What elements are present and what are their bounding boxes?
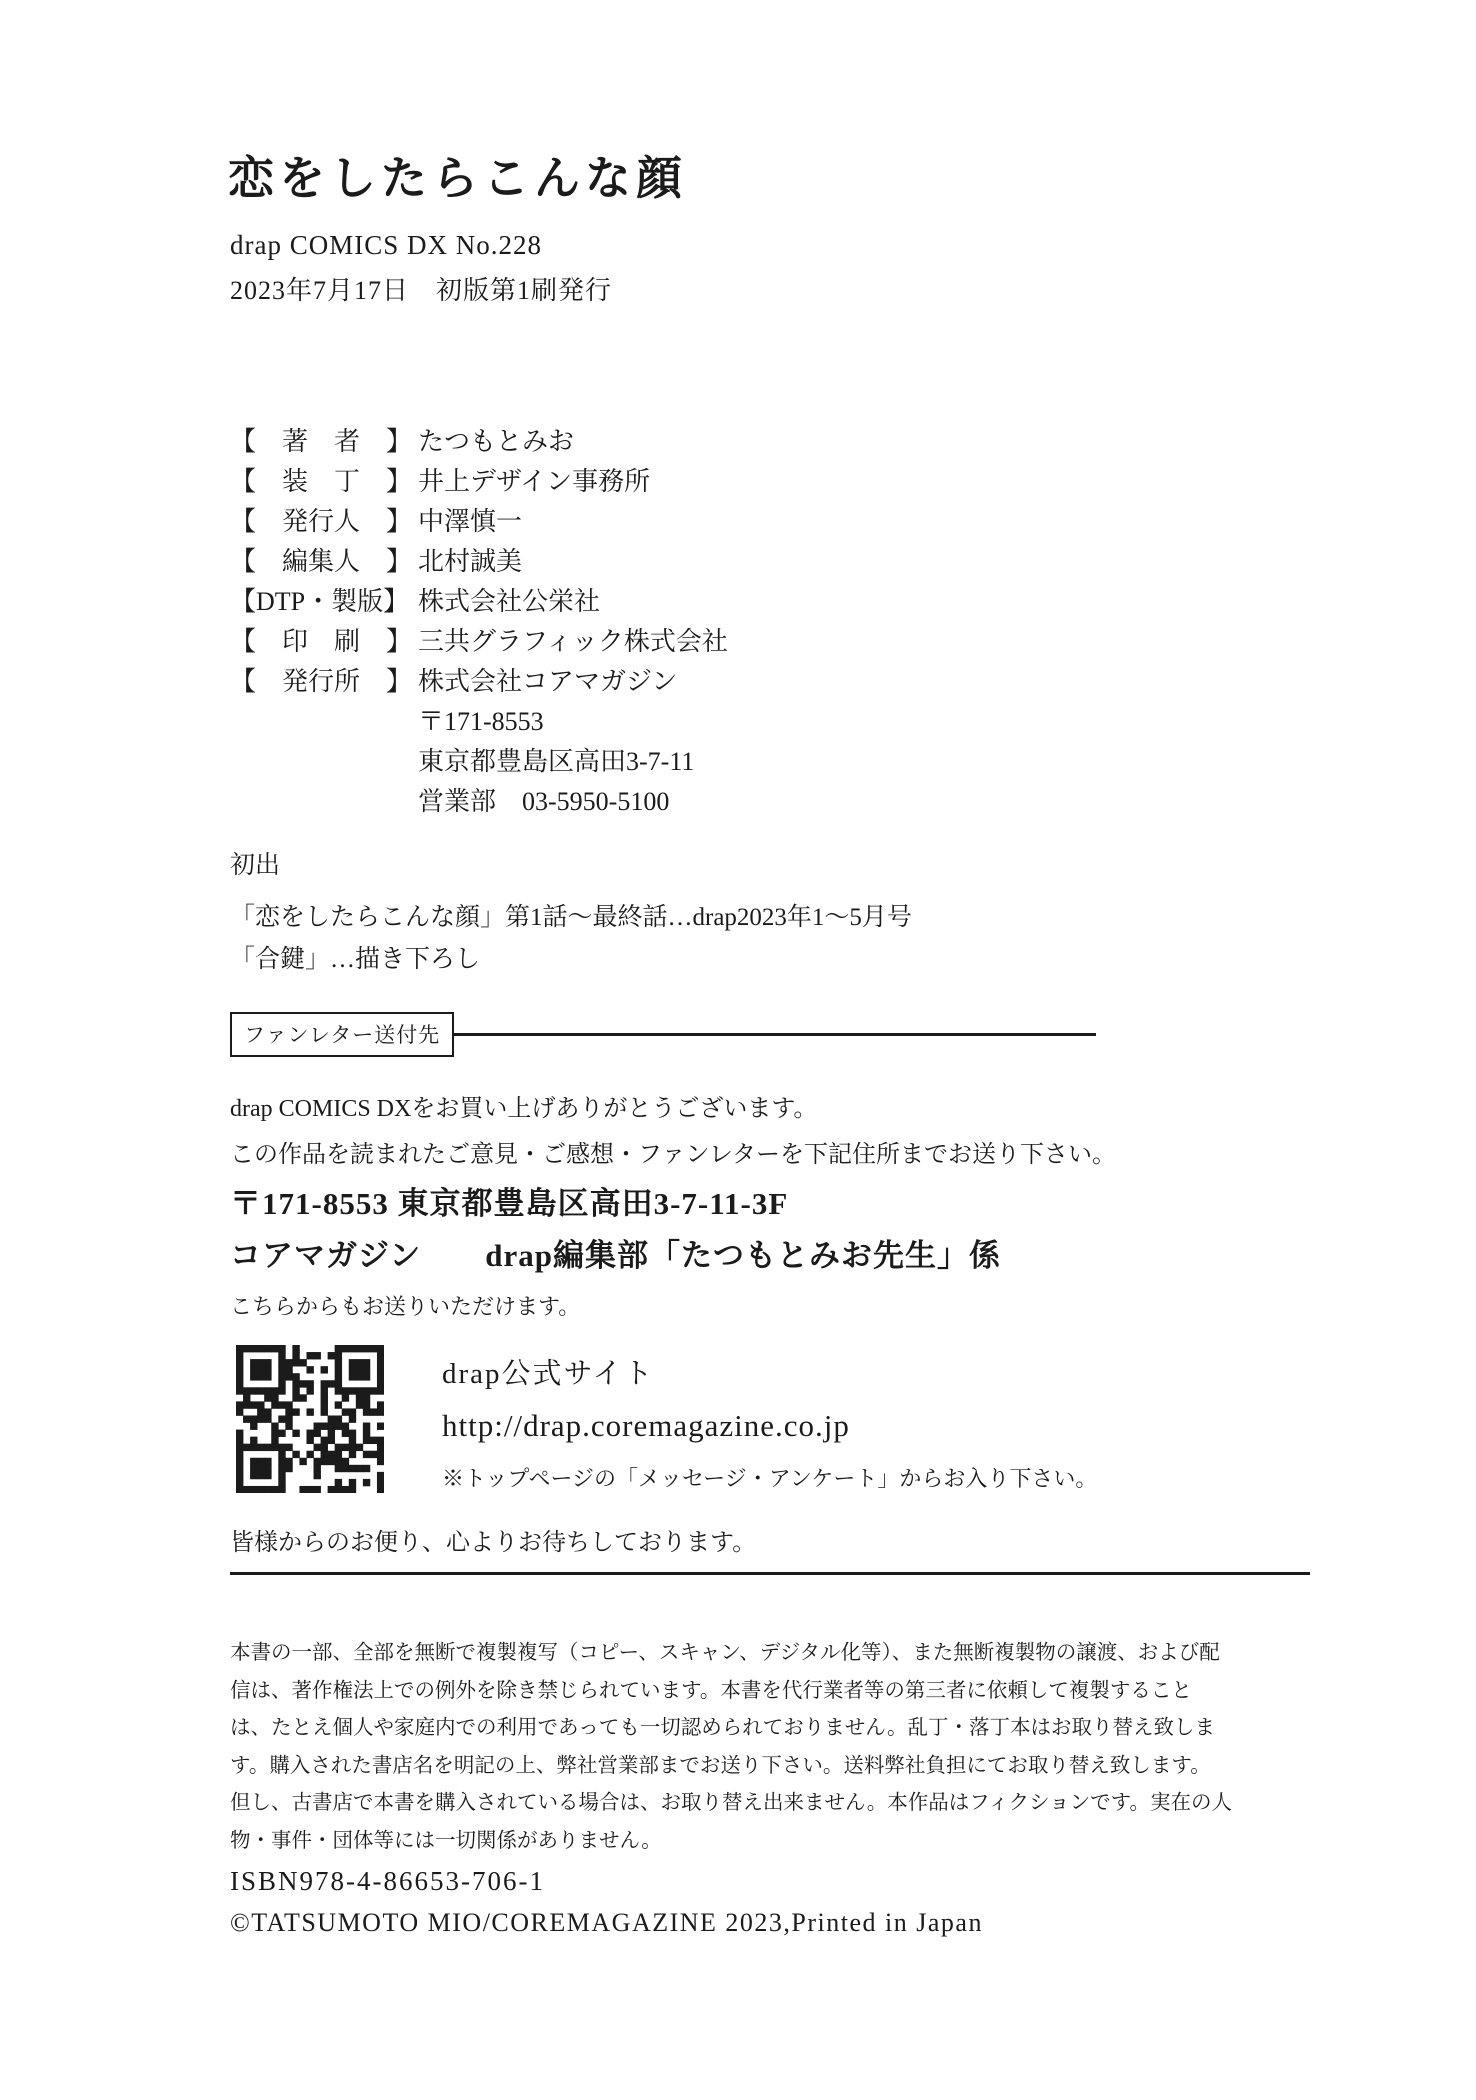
qr-text-block — [442, 1345, 1097, 1493]
credit-value: 中澤慎一 — [418, 507, 523, 536]
publisher-address — [418, 702, 728, 822]
publisher-street-address: 東京都豊島区高田3-7-11 — [418, 747, 695, 776]
credit-row-publisher-person — [230, 502, 728, 542]
credit-row-printing — [230, 622, 728, 662]
section-divider-rule — [230, 1572, 1310, 1575]
fan-letter-request-line: この作品を読まれたご意見・ご感想・ファンレターを下記住所までお送り下さい。 — [230, 1142, 1116, 1168]
fan-letter-address-line2: コアマガジン drap編集部「たつもとみお先生」係 — [230, 1238, 1001, 1273]
credit-row-publishing-house — [230, 662, 728, 702]
credit-value: 北村誠美 — [418, 547, 523, 576]
fan-letter-online-note: こちらからもお送りいただけます。 — [230, 1294, 581, 1319]
credits-block — [230, 422, 728, 822]
fan-letter-closing: 皆様からのお便り、心よりお待ちしております。 — [230, 1530, 757, 1556]
isbn: ISBN978-4-86653-706-1 — [230, 1866, 545, 1896]
first-publication-block — [230, 845, 912, 981]
qr-code — [236, 1345, 384, 1493]
copyright: ©TATSUMOTO MIO/COREMAGAZINE 2023,Printed in Japan — [230, 1908, 983, 1937]
legal-line: 但し、古書店で本書を購入されている場合は、お取り替え出来ません。本作品はフィクションです。実在の人 — [230, 1791, 1233, 1814]
credit-label: 【 印 刷 】 — [230, 627, 413, 656]
first-publication-line: 「合鍵」…描き下ろし — [230, 946, 481, 973]
credit-label: 【 発行人 】 — [230, 507, 413, 536]
first-publication-line: 「恋をしたらこんな顔」第1話〜最終話…drap2023年1〜5月号 — [230, 904, 912, 931]
credit-row-design — [230, 462, 728, 502]
publisher-postal-code: 〒171-8553 — [418, 707, 544, 736]
fan-letter-intro — [230, 1086, 1116, 1178]
fan-letter-heading — [230, 1012, 1096, 1057]
credit-value: たつもとみお — [418, 427, 575, 456]
fan-letter-box-label: ファンレター送付先 — [230, 1012, 454, 1057]
credit-row-dtp — [230, 582, 728, 622]
legal-line: 本書の一部、全部を無断で複製複写（コピー、スキャン、デジタル化等）、また無断複製物の譲渡、および配 — [230, 1641, 1220, 1664]
credit-value: 株式会社公栄社 — [418, 587, 601, 616]
fan-letter-thanks-line: drap COMICS DXをお買い上げありがとうございます。 — [230, 1096, 818, 1122]
credit-label: 【 発行所 】 — [230, 667, 413, 696]
credit-label: 【 編集人 】 — [230, 547, 413, 576]
fan-letter-address-line1: 〒171-8553 東京都豊島区高田3-7-11-3F — [230, 1186, 789, 1221]
legal-notice — [230, 1634, 1233, 1859]
print-run-date: 2023年7月17日 初版第1刷発行 — [230, 276, 613, 305]
qr-section — [236, 1345, 1097, 1493]
credit-row-author — [230, 422, 728, 462]
publisher-sales-phone: 営業部 03-5950-5100 — [418, 787, 670, 816]
fan-letter-address — [230, 1178, 1001, 1282]
legal-line: す。購入された書店名を明記の上、弊社営業部までお送り下さい。送料弊社負担にてお取り替え致します。 — [230, 1753, 1211, 1777]
credit-row-editor — [230, 542, 728, 582]
series-number: drap COMICS DX No.228 — [230, 230, 543, 260]
heading-rule — [454, 1033, 1096, 1036]
book-title: 恋をしたらこんな顔 — [228, 153, 687, 204]
official-site-url: http://drap.coremagazine.co.jp — [442, 1408, 850, 1443]
legal-line: は、たとえ個人や家庭内での利用であっても一切認められておりません。乱丁・落丁本はお取り替え致しま — [230, 1716, 1216, 1739]
legal-line: 信は、著作権法上での例外を除き禁じられています。本書を代行業者等の第三者に依頼して複製すること — [230, 1678, 1192, 1702]
credit-label: 【 著 者 】 — [230, 427, 413, 456]
site-entry-instruction: ※トップページの「メッセージ・アンケート」からお入り下さい。 — [442, 1466, 1098, 1491]
credit-value: 株式会社コアマガジン — [418, 667, 678, 696]
official-site-label: drap公式サイト — [442, 1358, 655, 1390]
credit-label: 【 装 丁 】 — [230, 467, 413, 496]
credit-label: 【DTP・製版】 — [230, 587, 410, 616]
credit-value: 井上デザイン事務所 — [418, 467, 651, 496]
first-publication-heading: 初出 — [230, 852, 281, 879]
credit-value: 三共グラフィック株式会社 — [418, 627, 728, 656]
legal-line: 物・事件・団体等には一切関係がありません。 — [230, 1828, 662, 1852]
